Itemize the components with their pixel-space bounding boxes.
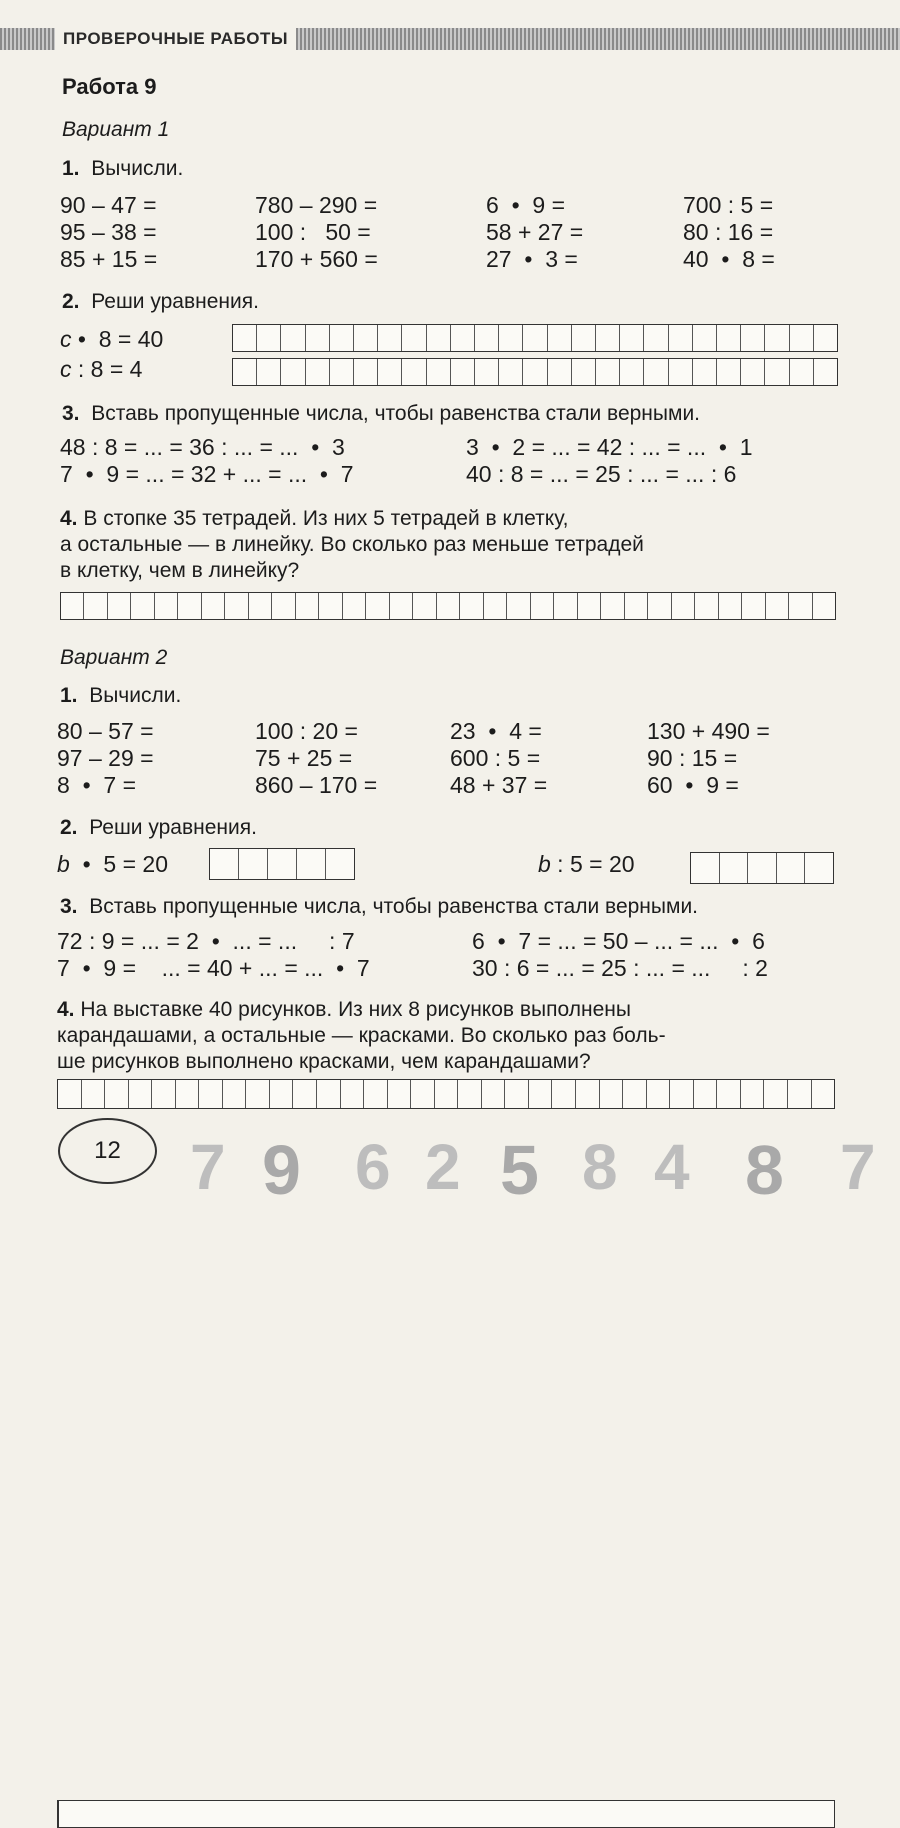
v2-task4-answer-grid[interactable] <box>57 1079 835 1109</box>
variant-1-title: Вариант 1 <box>62 118 170 141</box>
work-title: Работа 9 <box>62 74 157 99</box>
v2-task3-right: 6 • 7 = ... = 50 – ... = ... • 6 30 : 6 = ... = 25 : ... = ... : 2 <box>472 928 768 981</box>
v1-task2-heading: 2. Реши уравнения. <box>62 290 259 313</box>
v2-task1-col4: 130 + 490 = 90 : 15 = 60 • 9 = <box>647 718 770 798</box>
v2-task1-col3: 23 • 4 = 600 : 5 = 48 + 37 = <box>450 718 548 798</box>
page-number: 12 <box>58 1118 157 1184</box>
section-title: ПРОВЕРОЧНЫЕ РАБОТЫ <box>55 28 296 50</box>
v2-task1-col1: 80 – 57 = 97 – 29 = 8 • 7 = <box>57 718 154 798</box>
v1-task1-col3: 6 • 9 = 58 + 27 = 27 • 3 = <box>486 192 584 272</box>
v2-task3-heading: 3. Вставь пропущенные числа, чтобы равенства стали верными. <box>60 895 699 918</box>
v1-task1-heading: 1. Вычисли. <box>62 157 184 180</box>
decorative-digit-2: 2 <box>425 1131 461 1203</box>
v1-equation-2: c : 8 = 4 <box>60 356 143 382</box>
v2-task1-heading: 1. Вычисли. <box>60 684 182 707</box>
decorative-digit-5: 5 <box>500 1131 539 1209</box>
decorative-digit-7b: 7 <box>840 1131 876 1203</box>
v2-equation-2: b : 5 = 20 <box>538 851 635 877</box>
v2-equation-1: b • 5 = 20 <box>57 851 168 877</box>
v1-task1-col1: 90 – 47 = 95 – 38 = 85 + 15 = <box>60 192 158 272</box>
v1-task3-heading: 3. Вставь пропущенные числа, чтобы равенства стали верными. <box>62 402 701 425</box>
decorative-digit-4: 4 <box>654 1131 690 1203</box>
v2-answer-grid-2[interactable] <box>690 852 834 884</box>
decorative-digit-6: 6 <box>355 1131 391 1203</box>
v2-task1-col2: 100 : 20 = 75 + 25 = 860 – 170 = <box>255 718 378 798</box>
v1-answer-grid-1[interactable] <box>232 324 838 352</box>
v1-equation-1: c • 8 = 40 <box>60 326 164 352</box>
v1-answer-grid-2[interactable] <box>232 358 838 386</box>
v2-task4-text: 4. На выставке 40 рисунков. Из них 8 рисунков выполнены карандашами, а остальные — красками. Во сколько раз боль- ше рисунков выполнено красками, чем карандашами? <box>57 998 666 1073</box>
v1-task1-col2: 780 – 290 = 100 : 50 = 170 + 560 = <box>255 192 378 272</box>
decorative-digit-7: 7 <box>190 1131 226 1203</box>
v2-task4-answer-grid-hidden <box>57 1800 835 1828</box>
v2-task3-left: 72 : 9 = ... = 2 • ... = ... : 7 7 • 9 = ... = 40 + ... = ... • 7 <box>57 928 370 981</box>
decorative-digit-8b: 8 <box>745 1131 784 1209</box>
v1-task4-answer-grid[interactable] <box>60 592 836 620</box>
decorative-digit-8a: 8 <box>582 1131 618 1203</box>
variant-2-title: Вариант 2 <box>60 646 168 669</box>
v1-task3-left: 48 : 8 = ... = 36 : ... = ... • 3 7 • 9 = ... = 32 + ... = ... • 7 <box>60 434 354 487</box>
decorative-digit-9: 9 <box>262 1131 301 1209</box>
v2-task2-heading: 2. Реши уравнения. <box>60 816 257 839</box>
v1-task1-col4: 700 : 5 = 80 : 16 = 40 • 8 = <box>683 192 775 272</box>
v1-task3-right: 3 • 2 = ... = 42 : ... = ... • 1 40 : 8 = ... = 25 : ... = ... : 6 <box>466 434 753 487</box>
v2-answer-grid-1[interactable] <box>209 848 355 880</box>
v1-task4-text: 4. В стопке 35 тетрадей. Из них 5 тетрадей в клетку, а остальные — в линейку. Во сколько раз меньше тетрадей в клетку, чем в линейку? <box>60 507 644 582</box>
